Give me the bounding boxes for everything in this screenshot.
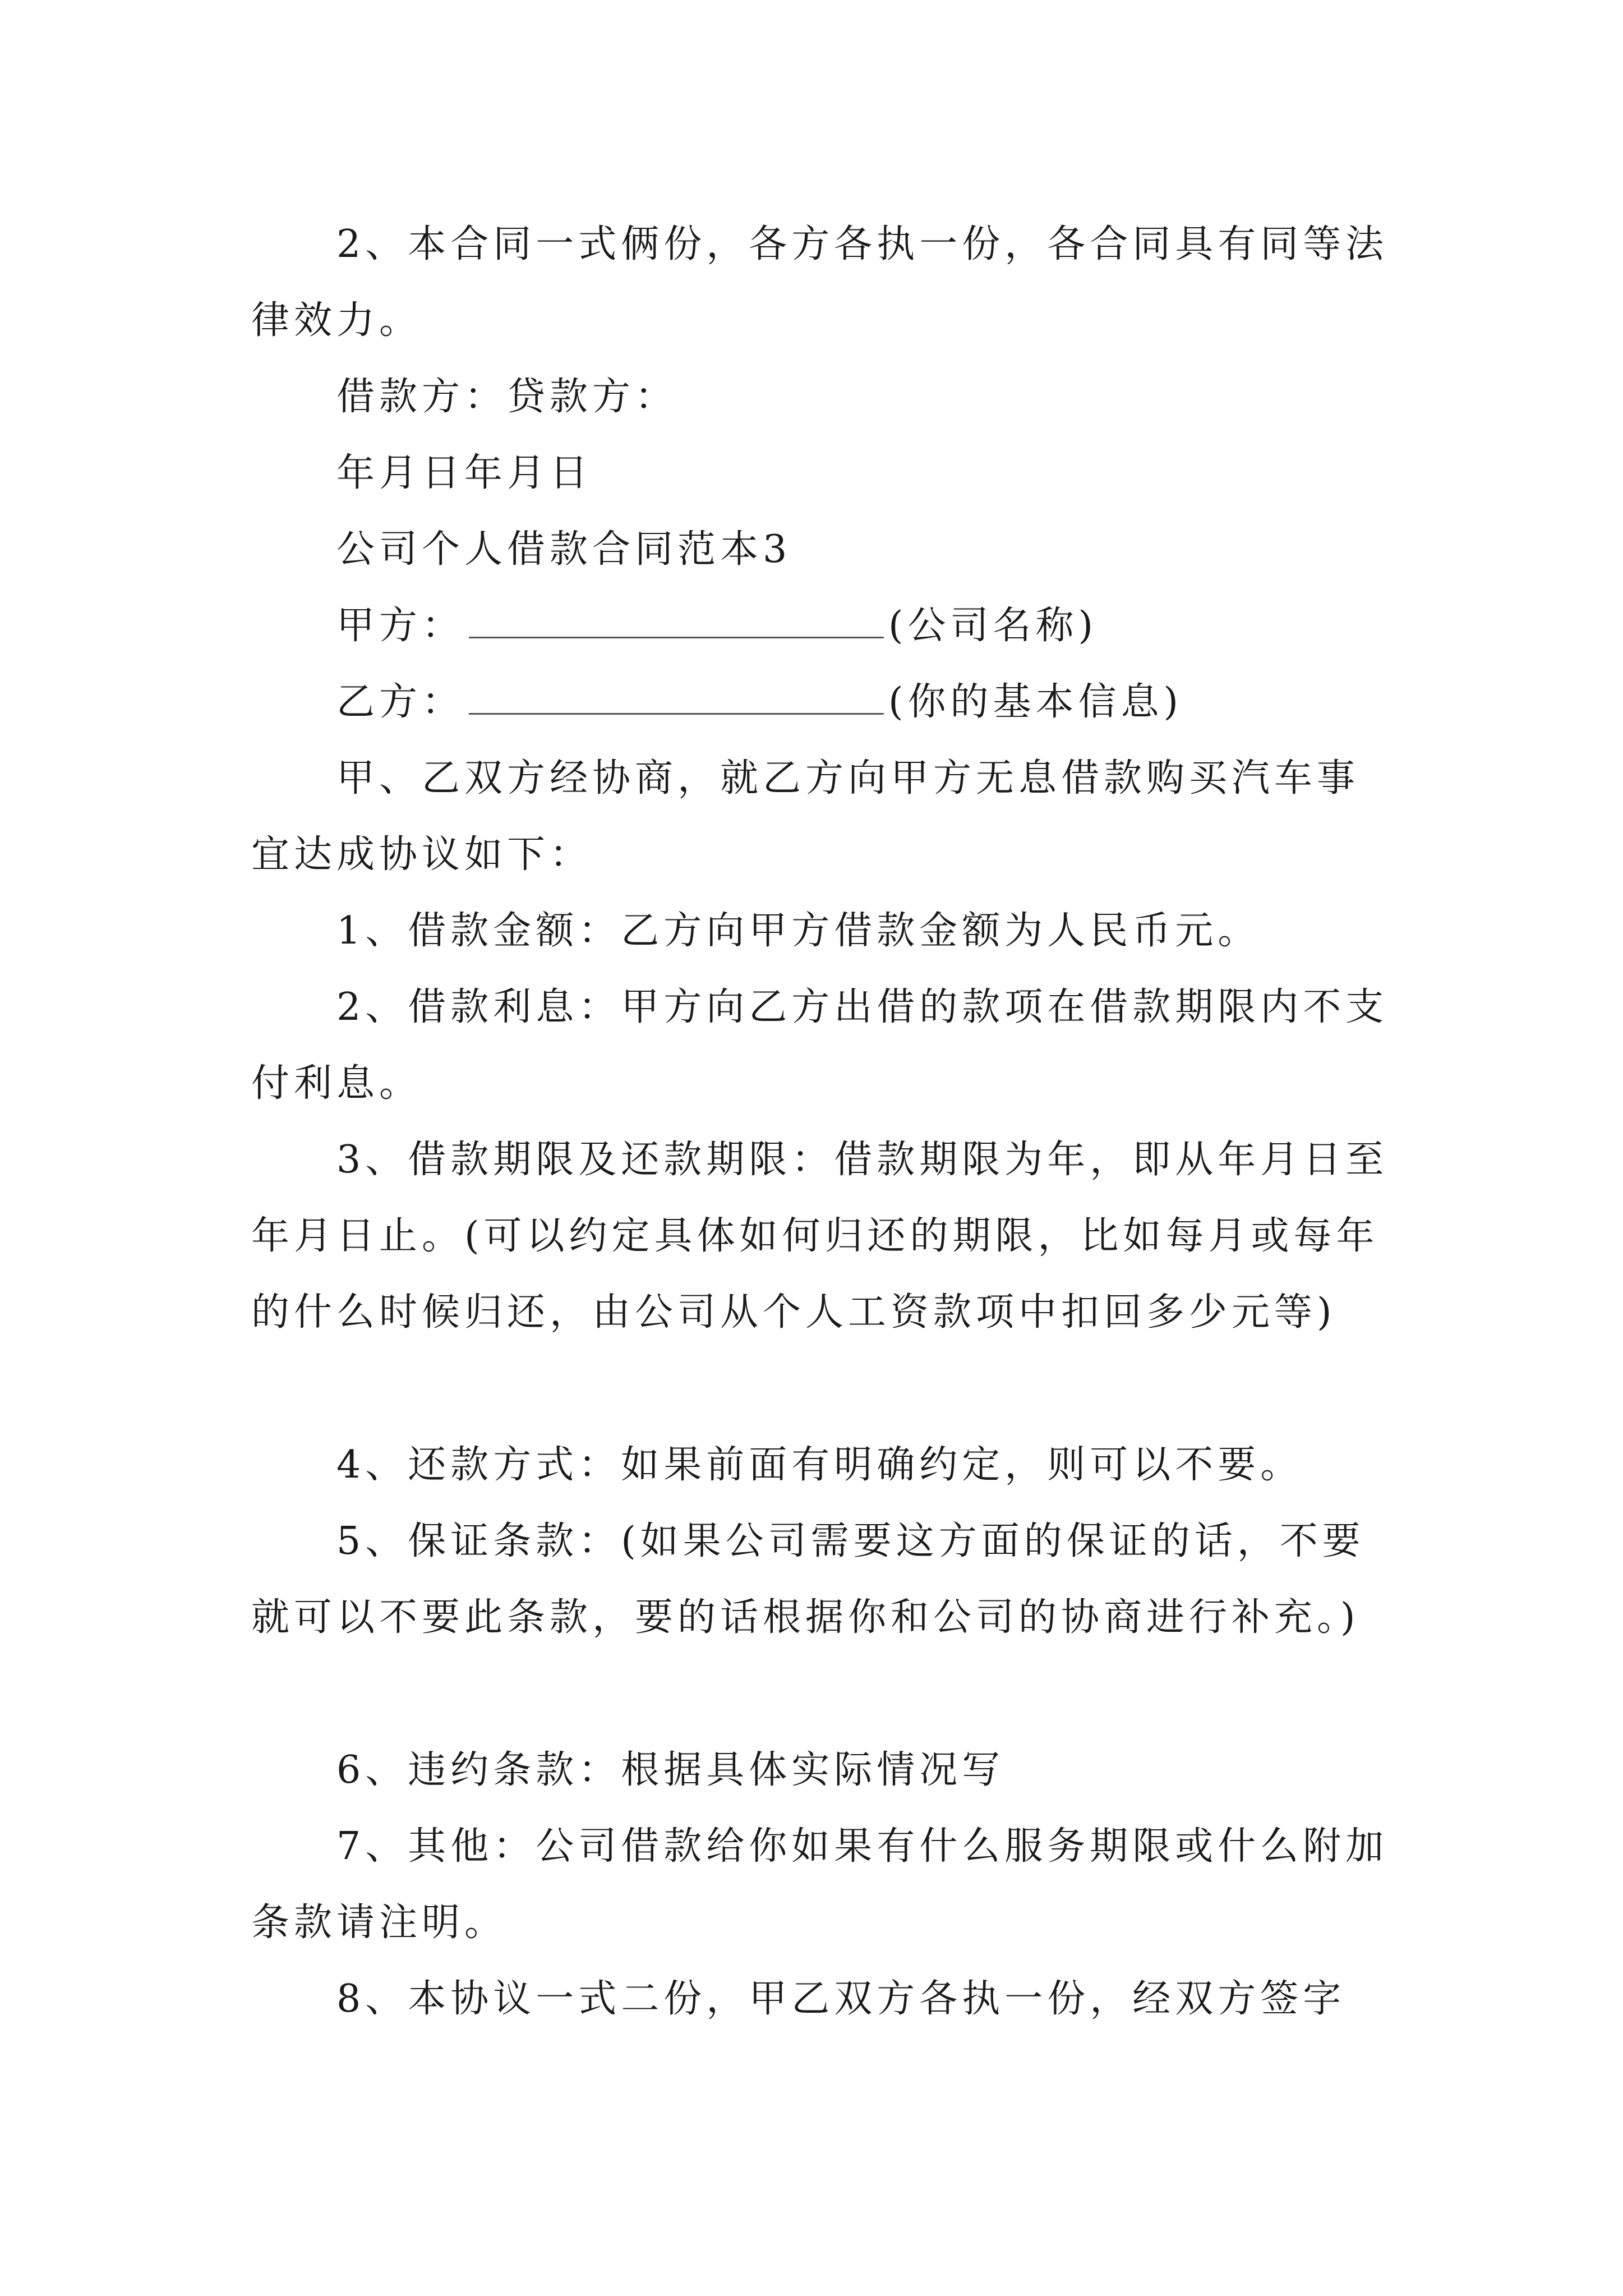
party-b-line xyxy=(251,664,1395,740)
clause-5-guarantee: 5、保证条款：(如果公司需要这方面的保证的话，不要就可以不要此条款，要的话根据你和公司的协商进行补充。) xyxy=(251,1519,1365,1640)
party-a-line xyxy=(251,588,1395,664)
clause-2-copies: 2、本合同一式俩份，各方各执一份，各合同具有同等法律效力。 xyxy=(251,222,1389,343)
clause-8-copies: 8、本协议一式二份，甲乙双方各执一份，经双方签字 xyxy=(336,1977,1346,2021)
party-b-hint: (你的基本信息) xyxy=(888,680,1183,724)
clause-6-breach: 6、违约条款：根据具体实际情况写 xyxy=(336,1748,1005,1792)
clause-2-interest: 2、借款利息：甲方向乙方出借的款项在借款期限内不支付利息。 xyxy=(251,985,1389,1106)
party-b-blank xyxy=(469,680,884,715)
party-a-label: 甲方： xyxy=(336,604,465,648)
agreement-intro: 甲、乙双方经协商，就乙方向甲方无息借款购买汽车事宜达成协议如下： xyxy=(251,756,1360,877)
clause-7-other: 7、其他：公司借款给你如果有什么服务期限或什么附加条款请注明。 xyxy=(251,1824,1389,1945)
signature-date-line: 年月日年月日 xyxy=(336,451,593,495)
section-title: 公司个人借款合同范本3 xyxy=(336,527,792,572)
clause-4-repayment: 4、还款方式：如果前面有明确约定，则可以不要。 xyxy=(336,1443,1303,1487)
clause-3-term: 3、借款期限及还款期限：借款期限为年，即从年月日至年月日止。(可以约定具体如何归还的期限，比如每月或每年的什么时候归还，由公司从个人工资款项中扣回多少元等) xyxy=(251,1138,1389,1335)
signature-parties-line: 借款方：贷款方： xyxy=(336,375,678,419)
party-a-hint: (公司名称) xyxy=(888,604,1098,648)
party-a-blank xyxy=(469,604,884,638)
clause-1-amount: 1、借款金额：乙方向甲方借款金额为人民币元。 xyxy=(336,909,1261,953)
party-b-label: 乙方： xyxy=(336,680,465,724)
